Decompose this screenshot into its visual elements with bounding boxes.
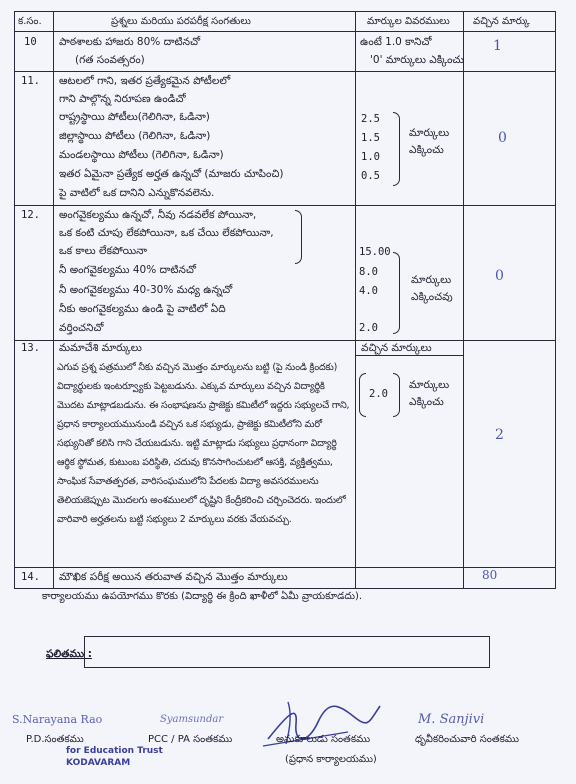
signature-caption: P.D.సంతకము bbox=[26, 734, 84, 745]
row-text: ఒక కంటి చూపు లేకపోయినా, ఒక చేయి లేకపోయినా, bbox=[59, 227, 274, 239]
marks-table bbox=[14, 11, 556, 589]
row-text: నీకు అంగవైకల్యము ఉండి పై వాటిలో ఏది bbox=[59, 303, 226, 315]
row-divider bbox=[15, 205, 555, 206]
row-divider bbox=[15, 567, 555, 568]
mark-value: 1.0 bbox=[361, 151, 380, 163]
marks-detail: ఉంటే 1.0 కానిచో bbox=[360, 36, 432, 48]
row-no: 11. bbox=[21, 75, 40, 87]
obtained-mark: 0 bbox=[498, 130, 507, 146]
row-divider bbox=[15, 71, 555, 72]
row-text: నీ అంగవైకల్యము 40% దాటినచో bbox=[59, 264, 196, 276]
interview-paragraph: ఎగువ ప్రశ్న పత్రములో నీకు వచ్చిన మొత్తం మార్కులను బట్టి (పై నుండి క్రిందకు) విద్యార్థులకు ఇంటర్వ్యూకు పెట్టబడును. ఎక్కువ మార్కులు వచ్చిన విద్యార్థికి మొదట మాట్లాడబడును. ఈ సంభాషణను ప్రాజెక్టు కమిటీలో ఇద్దరు సభ్యులచే గాని, ప్రధాన కార్యాలయమునుండి వచ్చిన ఒక సభ్యుడు, ప్రాజెక్టు కమిటీలోని మరో సభ్యునితో కలిసి గాని చేయబడును. ఇట్టి మాట్లాడు సభ్యులు ప్రధానంగా విద్యార్థి ఆర్థిక స్థోమత, కుటుంబ పరిస్థితి, చదువు కొనసాగించుటలో ఆసక్తి, వ్యక్తిత్వము, సాంఘిక సేవాతత్పరత, వారిసంఘములోని పేదలకు విద్యా అవసరములను తెలియజెప్పుట మొదలగు అంశములలో దృష్టిని కేంద్రీకరించి చర్చించెదరు. ఇందులో వారివారి అర్హతలను బట్టి సభ్యులు 2 మార్కులు వరకు వేయవచ్చు. bbox=[57, 362, 350, 525]
brace bbox=[295, 210, 302, 264]
header-marks-details: మార్కుల వివరములు bbox=[367, 16, 450, 27]
marks-detail: '0' మార్కులు ఎక్కించు bbox=[370, 54, 465, 66]
signature-caption: ధృవీకరించువారి సంతకము bbox=[415, 734, 519, 745]
header-questions: ప్రశ్నలు మరియు పరపరీక్ష సంగతులు bbox=[111, 16, 251, 27]
marks-note: మార్కులు bbox=[409, 127, 450, 139]
mark-value: 8.0 bbox=[359, 266, 378, 278]
result-box bbox=[84, 636, 490, 668]
col-divider bbox=[463, 12, 464, 588]
row-text: మండలస్థాయి పోటీలు (గెలిగినా, ఓడినా) bbox=[59, 149, 224, 161]
mark-value: 2.0 bbox=[369, 388, 388, 400]
marks-note: ఎక్కించు bbox=[409, 396, 444, 408]
row-text: ఇతర ఏమైనా ప్రత్యేక అర్హత ఉన్నచో (మాజరు చూపించి) bbox=[59, 168, 284, 180]
trust-stamp: KODAVARAM bbox=[66, 758, 131, 768]
row-text: పాఠశాలకు హాజరు 80% దాటినచో bbox=[59, 36, 201, 48]
obtained-mark: 1 bbox=[493, 38, 502, 54]
result-label: ఫలితము : bbox=[46, 648, 92, 660]
col-divider bbox=[355, 12, 356, 588]
mark-value: 2.0 bbox=[359, 322, 378, 334]
signature-handwriting: Syamsundar bbox=[160, 714, 224, 725]
marks-note: ఎక్కించవు bbox=[411, 291, 453, 303]
header-marks-obtained: వచ్చిన మార్కు bbox=[473, 16, 530, 27]
marks-header: వచ్చిన మార్కులు bbox=[361, 342, 432, 354]
signature-handwriting: S.Narayana Rao bbox=[12, 713, 103, 726]
row-text: అంగవైకల్యము ఉన్నచో, నీవు నడవలేక పోయినా, bbox=[59, 209, 257, 221]
row-divider bbox=[15, 31, 555, 32]
row-no: 13. bbox=[21, 342, 40, 354]
mark-value: 0.5 bbox=[361, 170, 380, 182]
brace bbox=[393, 112, 400, 186]
marks-note: మార్కులు bbox=[411, 274, 452, 286]
row-no: 14. bbox=[21, 571, 40, 583]
row-no: 12. bbox=[21, 209, 40, 221]
brace bbox=[393, 252, 400, 334]
marks-note: మార్కులు bbox=[409, 379, 450, 391]
row-text: ఆటలలో గాని, ఇతర ప్రత్యేకమైన పోటీలలో bbox=[59, 75, 231, 87]
signature-caption: (ప్రధాన కార్యాలయము) bbox=[285, 754, 377, 765]
row-title: మమాచేశి మార్కులు bbox=[59, 342, 142, 354]
mark-value: 4.0 bbox=[359, 285, 378, 297]
row-divider bbox=[355, 355, 463, 356]
marks-note: ఎక్కించు bbox=[409, 144, 444, 156]
row-text: జిల్లాస్థాయి పోటీలు (గెలిగినా, ఓడినా) bbox=[59, 130, 211, 142]
row-text: ఒక కాలు లేకపోయినా bbox=[59, 245, 148, 257]
row-no: 10 bbox=[24, 36, 37, 48]
row-text: మౌఖిక పరీక్ష అయిన తరువాత వచ్చిన మొత్తం మార్కులు bbox=[59, 571, 288, 583]
row-text: గాని పాల్గొన్న నిరూపణ ఉండిచో bbox=[59, 93, 186, 105]
row-text: (గత సంవత్సరం) bbox=[75, 54, 145, 66]
brace bbox=[393, 373, 400, 417]
trust-stamp: for Education Trust bbox=[66, 746, 163, 756]
col-divider bbox=[53, 12, 54, 588]
signature-caption: PCC / PA సంతకము bbox=[148, 734, 233, 745]
mark-value: 2.5 bbox=[361, 113, 380, 125]
row-text: వర్తించనిచో bbox=[59, 322, 104, 334]
obtained-mark: 2 bbox=[495, 427, 504, 443]
row-text: రాష్ట్రస్థాయి పోటీలు(గెలిగినా, ఓడినా) bbox=[59, 111, 210, 123]
row-text: నీ అంగవైకల్యము 40-30% మధ్య ఉన్నచో bbox=[59, 284, 233, 296]
signature-caption: అనుకూలుడు సంతకము bbox=[276, 734, 371, 745]
row-divider bbox=[15, 340, 555, 341]
office-use-note: కార్యాలయము ఉపయోగము కొరకు (విద్యార్థి ఈ క్రింది ఖాళీలో ఏమీ వ్రాయకూడదు). bbox=[42, 591, 363, 602]
header-no: క.సం. bbox=[18, 16, 42, 27]
mark-value: 1.5 bbox=[361, 132, 380, 144]
total-mark: 80 bbox=[482, 568, 498, 582]
mark-value: 15.00 bbox=[359, 246, 391, 258]
row-text: పై వాటిలో ఒక దానిని ఎన్నుకొనవలెను. bbox=[59, 187, 215, 199]
signature-handwriting: M. Sanjivi bbox=[418, 712, 485, 727]
obtained-mark: 0 bbox=[495, 268, 504, 284]
brace bbox=[359, 373, 366, 417]
